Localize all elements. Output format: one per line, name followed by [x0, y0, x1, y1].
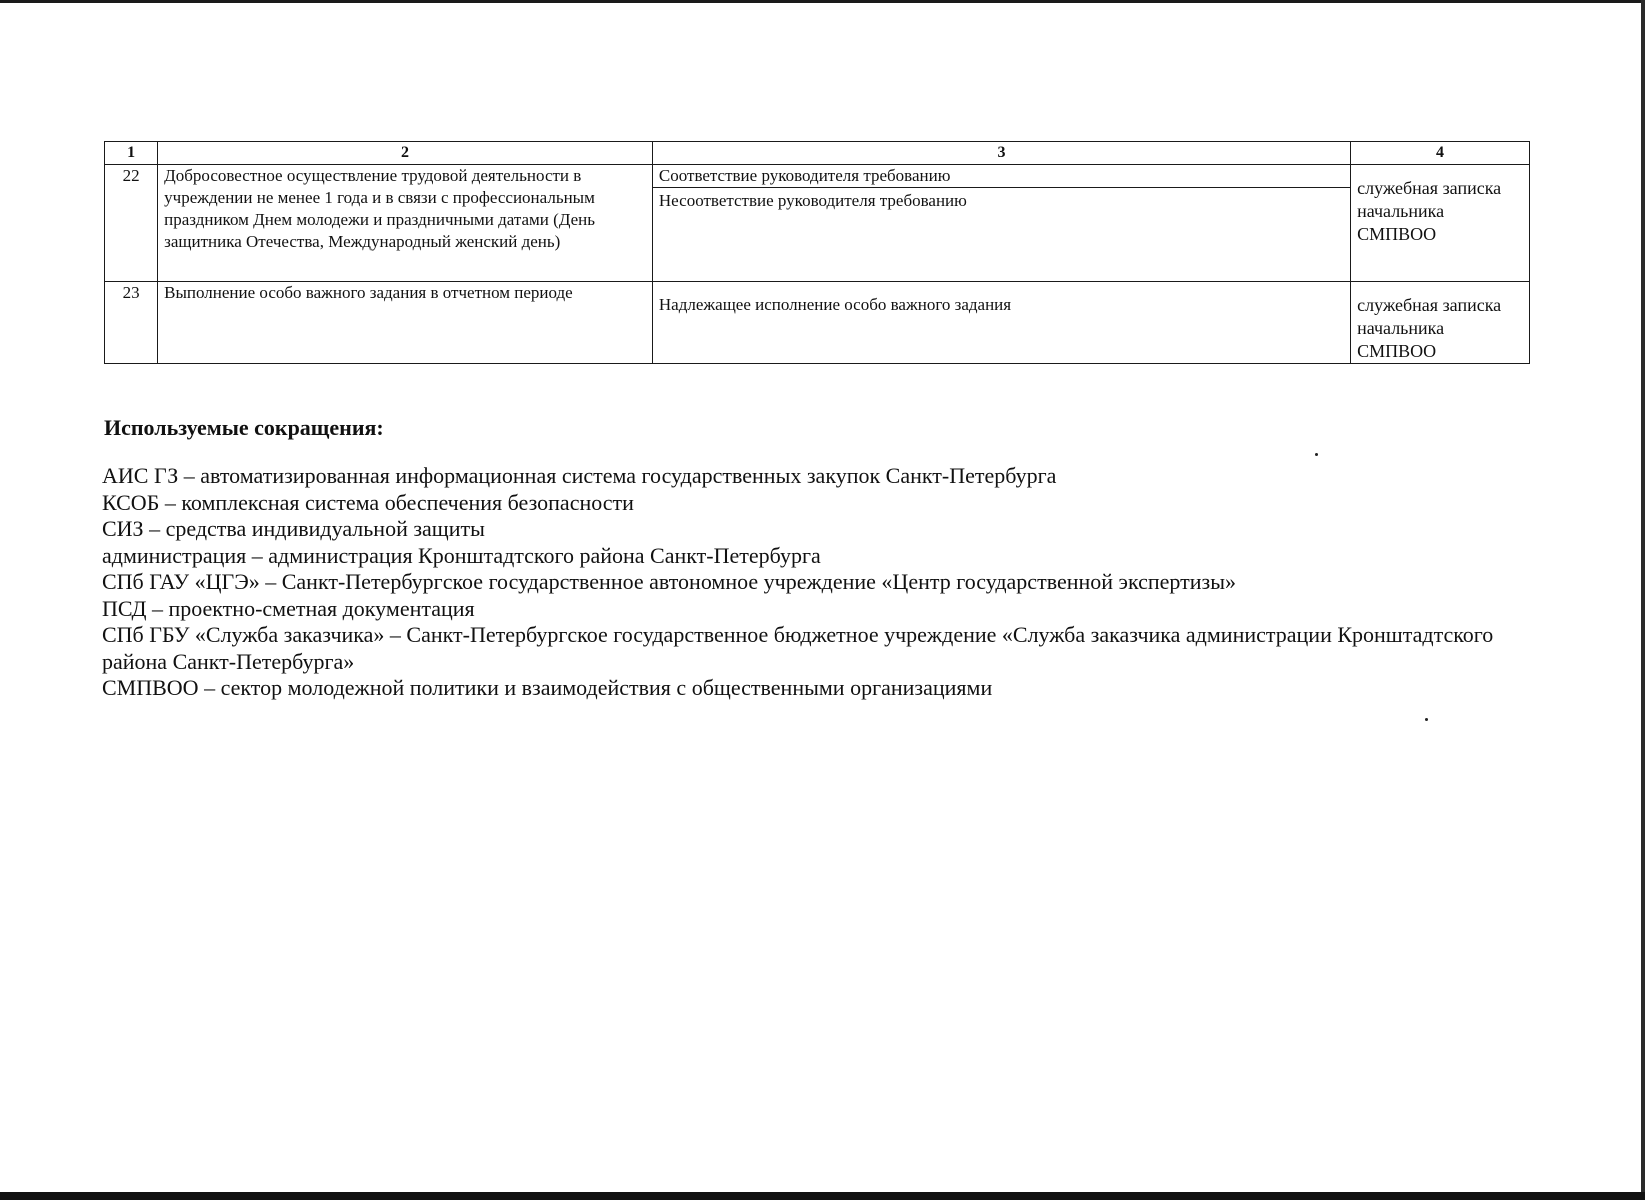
list-item: СМПВОО – сектор молодежной политики и взаимодействия с общественными организациями — [102, 675, 993, 700]
criterion-cell: Добросовестное осуществление трудовой деятельности в учреждении не менее 1 года и в связи с профессиональным праздником Днем молодежи и праздничными датами (День защитника Отечества, Международный женский день) — [158, 165, 653, 282]
scan-speck — [1425, 718, 1428, 721]
value-option: Несоответствие руководителя требованию — [658, 191, 967, 210]
value-option: Надлежащее исполнение особо важного задания — [658, 295, 1012, 314]
value-cell — [652, 282, 1350, 364]
scan-speck — [1315, 453, 1318, 456]
abbreviations-list — [102, 463, 1502, 702]
abbreviations-heading: Используемые сокращения: — [104, 415, 384, 440]
scan-edge-bottom — [0, 1192, 1645, 1200]
list-item: АИС ГЗ – автоматизированная информационная система государственных закупок Санкт-Петербурга — [102, 463, 1057, 488]
column-header: 2 — [158, 142, 653, 165]
column-header: 1 — [105, 142, 158, 165]
table-row — [105, 282, 1530, 364]
column-header: 3 — [652, 142, 1350, 165]
basis-cell: служебная записка начальника СМПВОО — [1351, 282, 1530, 364]
table-row — [105, 165, 1530, 282]
value-option: Соответствие руководителя требованию — [653, 165, 1350, 188]
list-item: СПб ГАУ «ЦГЭ» – Санкт-Петербургское государственное автономное учреждение «Центр государственной экспертизы» — [102, 569, 1236, 594]
row-number: 22 — [105, 165, 158, 282]
list-item: СПб ГБУ «Служба заказчика» – Санкт-Петербургское государственное бюджетное учреждение «Служба заказчика администрации Кронштадтского района Санкт-Петербурга» — [102, 622, 1494, 674]
table-header-row — [105, 142, 1530, 165]
list-item: ПСД – проектно-сметная документация — [102, 595, 475, 621]
scan-edge-top — [0, 0, 1645, 3]
row-number: 23 — [105, 282, 158, 364]
column-header: 4 — [1351, 142, 1530, 165]
list-item: администрация – администрация Кронштадтского района Санкт-Петербурга — [102, 542, 821, 568]
value-cell — [652, 165, 1350, 282]
scan-edge-right — [1641, 0, 1645, 1200]
list-item: СИЗ – средства индивидуальной защиты — [102, 516, 485, 541]
list-item: КСОБ – комплексная система обеспечения безопасности — [102, 489, 634, 515]
criteria-table — [104, 141, 1530, 364]
basis-cell: служебная записка начальника СМПВОО — [1351, 165, 1530, 282]
criterion-cell: Выполнение особо важного задания в отчетном периоде — [158, 282, 653, 364]
